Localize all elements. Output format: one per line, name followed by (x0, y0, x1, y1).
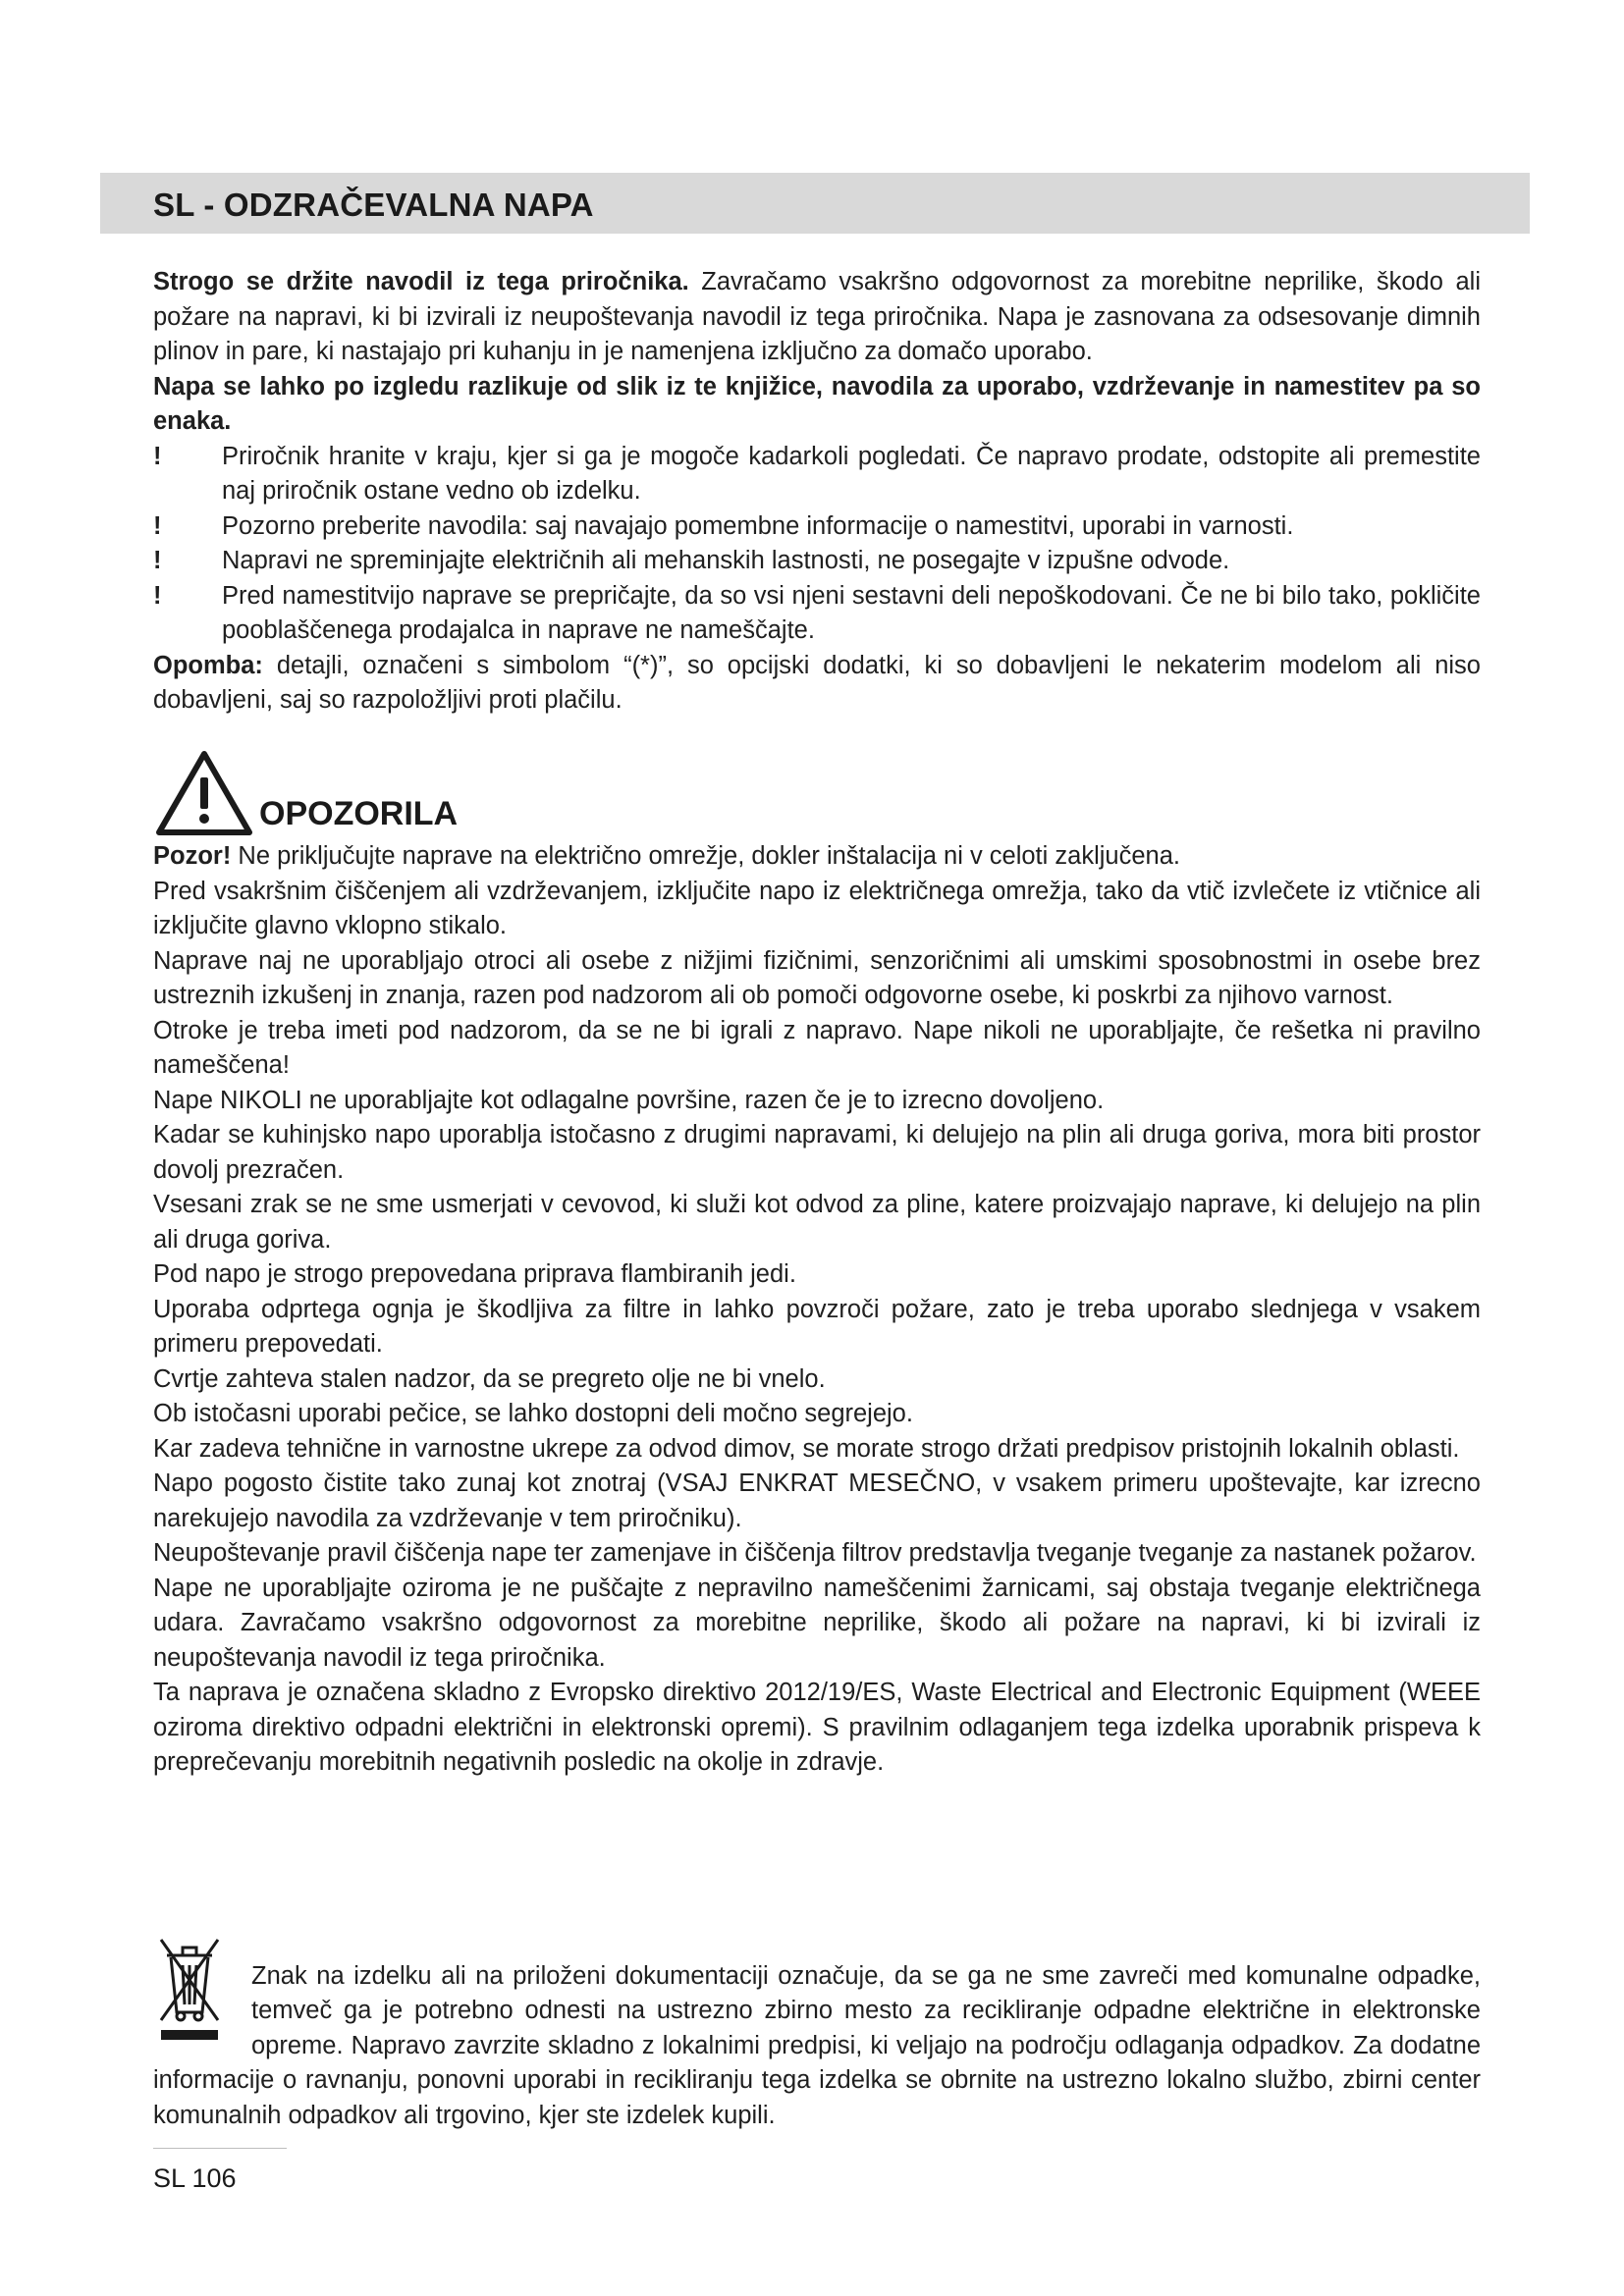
intro-paragraph (153, 265, 1481, 370)
warning-paragraph: Kadar se kuhinjsko napo uporablja istočasno z drugimi napravami, ki delujejo na plin ali druga goriva, mora biti prostor dovolj prezračen. (153, 1121, 1481, 1184)
intro-section (153, 265, 1481, 719)
list-item (153, 509, 1481, 545)
warning-paragraph: Naprave naj ne uporabljajo otroci ali osebe z nižjimi fizičnimi, senzoričnimi ali umskimi sposobnostmi in osebe brez ustreznih izkušenj in znanja, razen pod nadzorom ali ob pomoči odgovorne osebe, ki poskrbi za njihovo varnost. (153, 946, 1481, 1009)
list-item (153, 579, 1481, 649)
exclamation-mark: ! (153, 547, 162, 574)
list-item-text: Pozorno preberite navodila: saj navajajo pomembne informacije o namestitvi, uporabi in varnosti. (222, 511, 1294, 540)
list-item-text: Pred namestitvijo naprave se prepričajte, da so vsi njeni sestavni deli nepoškodovani. Če ne bi bilo tako, pokličite pooblaščenega prodajalca in naprave ne nameščajte. (222, 581, 1481, 644)
warnings-section (153, 839, 1481, 1781)
intro-bold-lead: Strogo se držite navodil iz tega priročnika. (153, 268, 689, 295)
appearance-notice (153, 370, 1481, 440)
warning-paragraph: Ob istočasni uporabi pečice, se lahko dostopni deli močno segrejejo. (153, 1400, 913, 1427)
footer-divider (153, 2148, 287, 2149)
warning-paragraph: Nape NIKOLI ne uporabljajte kot odlagalne površine, razen če je to izrecno dovoljeno. (153, 1086, 1105, 1114)
list-item-text: Priročnik hranite v kraju, kjer si ga je mogoče kadarkoli pogledati. Če napravo prodate, odstopite ali premestite naj priročnik ostane vedno ob izdelku. (222, 442, 1481, 505)
warnings-heading-block (153, 748, 840, 842)
weee-section (153, 1934, 1481, 2159)
warning-label: Pozor! (153, 842, 232, 870)
exclamation-mark: ! (153, 581, 162, 610)
warning-paragraph: Pred vsakršnim čiščenjem ali vzdrževanjem, izključite napo iz električnega omrežja, tako da vtič izvlečete iz vtičnice ali izključite glavno vklopno stikalo. (153, 877, 1481, 939)
exclamation-mark: ! (153, 442, 162, 470)
warning-triangle-icon (153, 748, 255, 838)
warning-paragraph (153, 839, 1481, 875)
warning-paragraph: Vsesani zrak se ne sme usmerjati v cevovod, ki služi kot odvod za pline, katere proizvajajo naprave, ki delujejo na plin ali druga goriva. (153, 1191, 1481, 1254)
warning-paragraph: Nape ne uporabljajte oziroma je ne puščajte z nepravilno nameščenimi žarnicami, saj obstaja tveganje električnega udara. Zavračamo vsakršno odgovornost za morebitne neprilike, škodo ali požare na napravi, ki bi izvirali iz neupoštevanja navodil iz tega priročnika. (153, 1574, 1481, 1672)
warning-paragraph: Kar zadeva tehnične in varnostne ukrepe za odvod dimov, se morate strogo držati predpisov pristojnih lokalnih oblasti. (153, 1434, 1460, 1463)
warning-text: Ne priključujte naprave na električno omrežje, dokler inštalacija ni v celoti zaključena. (231, 842, 1180, 870)
weee-paragraph: Znak na izdelku ali na priloženi dokumentaciji označuje, da se ga ne sme zavreči med komunalne odpadke, temveč ga je potrebno odnesti na ustrezno zbirno mesto za recikliranje odpadne električne in elektronske opreme. Napravo zavrzite skladno z lokalnimi predpisi, ki veljajo na področju odlaganja odpadkov. Za dodatne informacije o ravnanju, ponovni uporabi in recikliranju tega izdelka se obrnite na ustrezno lokalno službo, zbirni center komunalnih odpadkov ali trgovino, kjer ste izdelek kupili. (153, 1961, 1481, 2129)
section-title-bar (100, 173, 1530, 234)
list-item (153, 440, 1481, 509)
page-number: SL 106 (153, 2163, 237, 2193)
warning-paragraph: Cvrtje zahteva stalen nadzor, da se pregreto olje ne bi vnelo. (153, 1364, 826, 1393)
warning-paragraph: Napo pogosto čistite tako zunaj kot znotraj (VSAJ ENKRAT MESEČNO, v vsakem primeru upoštevajte, kar izrecno narekujejo navodila za vzdrževanje v tem priročniku). (153, 1469, 1481, 1532)
intro-text: Zavračamo vsakršno odgovornost za morebitne neprilike, škodo ali požare na napravi, ki bi izvirali iz neupoštevanja navodil iz tega priročnika. Napa je zasnovana za odsesovanje dimnih plinov in pare, ki nastajajo pri kuhanju in je namenjena izključno za domačo uporabo. (153, 268, 1481, 365)
warning-paragraph: Pod napo je strogo prepovedana priprava flambiranih jedi. (153, 1260, 796, 1288)
list-item-text: Napravi ne spreminjajte električnih ali mehanskih lastnosti, ne posegajte v izpušne odvode. (222, 547, 1230, 574)
appearance-notice-text: Napa se lahko po izgledu razlikuje od slik iz te knjižice, navodila za uporabo, vzdrževanje in namestitev pa so enaka. (153, 372, 1481, 435)
warning-paragraph: Otroke je treba imeti pod nadzorom, da se ne bi igrali z napravo. Nape nikoli ne uporabljajte, če rešetka ni pravilno nameščena! (153, 1016, 1481, 1079)
warnings-heading: OPOZORILA (259, 795, 459, 832)
note-paragraph (153, 649, 1481, 719)
warning-paragraph: Uporaba odprtega ognja je škodljiva za filtre in lahko povzroči požare, zato je treba uporabo slednjega v vsakem primeru prepovedati. (153, 1295, 1481, 1358)
page-title: SL - ODZRAČEVALNA NAPA (153, 187, 594, 223)
list-item (153, 544, 1481, 579)
warning-paragraph: Neupoštevanje pravil čiščenja nape ter zamenjave in čiščenja filtrov predstavlja tveganje tveganje za nastanek požarov. (153, 1539, 1477, 1567)
note-label: Opomba: (153, 651, 263, 679)
exclamation-mark: ! (153, 511, 162, 540)
warning-paragraph: Ta naprava je označena skladno z Evropsko direktivo 2012/19/ES, Waste Electrical and Electronic Equipment (WEEE oziroma direktivo odpadni električni in elektronski opremi). S pravilnim odlaganjem tega izdelka uporabnik prispeva k preprečevanju morebitnih negativnih posledic na okolje in zdravje. (153, 1679, 1481, 1776)
note-text: detajli, označeni s simbolom “(*)”, so opcijski dodatki, ki so dobavljeni le nekaterim modelom ali niso dobavljeni, saj so razpoložljivi proti plačilu. (153, 651, 1481, 714)
